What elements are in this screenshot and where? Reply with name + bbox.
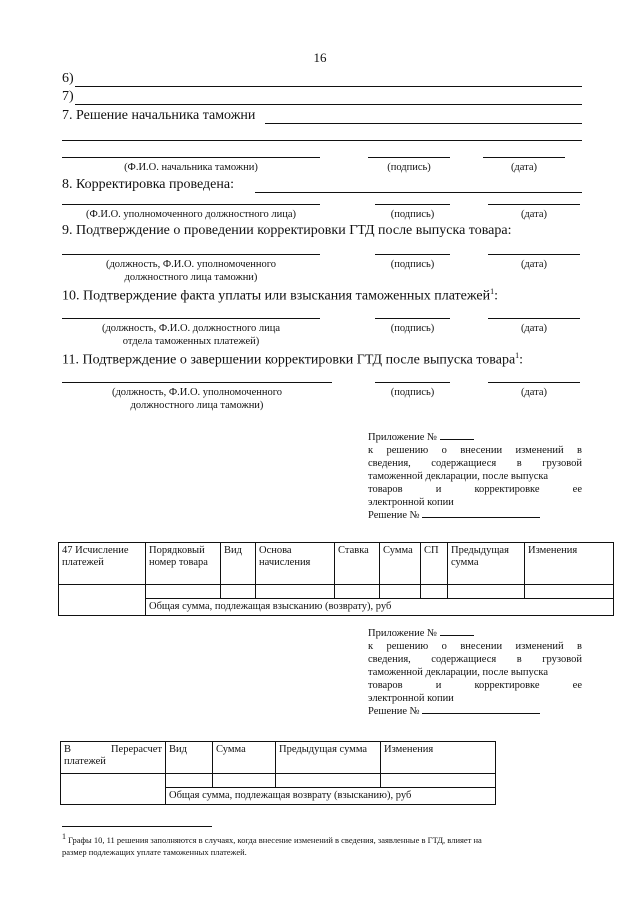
t2-header-1: Вид — [166, 742, 213, 774]
section-8-name-line — [62, 204, 320, 205]
section-11-date-caption: (дата) — [520, 387, 548, 398]
section-11-name-caption-1: (должность, Ф.И.О. уполномоченного — [111, 387, 283, 398]
section-7-signature-caption: (подпись) — [387, 162, 431, 173]
t1-header-4: Ставка — [335, 543, 380, 585]
section-11-text: 11. Подтверждение о завершении корректировки ГТД после выпуска товара — [62, 352, 516, 368]
attachment-1-line-5: электронной копии — [368, 497, 454, 508]
attachment-block-2 — [368, 627, 582, 718]
t1-header-6: СП — [421, 543, 448, 585]
attachment-2-line-2: сведения, содержащиеся в грузовой — [368, 654, 582, 665]
section-9-name-caption-2: должностного лица таможни) — [124, 272, 258, 283]
section-8-title: 8. Корректировка проведена: — [62, 177, 234, 192]
footnote-separator — [62, 826, 212, 827]
footnote-line-2: размер подлежащих уплате таможенных платежей. — [62, 846, 247, 857]
section-11-name-caption-2: должностного лица таможни) — [130, 400, 264, 411]
section-10-name-line — [62, 318, 320, 319]
item-7-line — [75, 104, 582, 105]
section-7-date-line — [483, 157, 565, 158]
payments-table-1 — [58, 542, 614, 616]
section-10-text: 10. Подтверждение факта уплаты или взыскания таможенных платежей — [62, 288, 491, 304]
section-7-line-2 — [62, 140, 582, 141]
section-9-name-caption-1: (должность, Ф.И.О. уполномоченного — [105, 259, 277, 270]
section-8-date-caption: (дата) — [520, 209, 548, 220]
section-9-date-line — [488, 254, 580, 255]
attachment-2-line-3: таможенной декларации, после выпуска — [368, 667, 549, 678]
section-10-title — [62, 287, 498, 305]
attachment-block-1 — [368, 431, 582, 522]
section-11-date-line — [488, 382, 580, 383]
footnote — [62, 831, 602, 858]
section-11-signature-caption: (подпись) — [390, 387, 435, 398]
t1-header-2: Вид — [221, 543, 256, 585]
section-8-signature-line — [375, 204, 450, 205]
attachment-1-line-1: к решению о внесении изменений в — [368, 445, 582, 456]
section-7-name-line — [62, 157, 320, 158]
section-8-signature-caption: (подпись) — [390, 209, 435, 220]
item-7-label: 7) — [62, 89, 74, 104]
t1-empty-cell — [59, 585, 146, 616]
t2-header-3: Предыдущая сумма — [276, 742, 381, 774]
attachment-1-line-3: таможенной декларации, после выпуска — [368, 471, 549, 482]
item-6-label: 6) — [62, 71, 74, 86]
attachment-2-line-1: к решению о внесении изменений в — [368, 641, 582, 652]
section-7-date-caption: (дата) — [510, 162, 538, 173]
item-6-line — [75, 86, 582, 87]
section-11-title — [62, 351, 523, 369]
section-10-signature-caption: (подпись) — [390, 323, 435, 334]
attachment-2-line-4: товаров и корректировке ее — [368, 680, 582, 691]
section-9-name-line — [62, 254, 320, 255]
t1-header-8: Изменения — [525, 543, 614, 585]
section-11-signature-line — [375, 382, 450, 383]
t2-header-0: В Перерасчет платежей — [61, 742, 166, 774]
t1-header-7: Предыдущая сумма — [448, 543, 525, 585]
t2-total: Общая сумма, подлежащая возврату (взысканию), руб — [166, 788, 496, 805]
section-7-title: 7. Решение начальника таможни — [62, 108, 256, 123]
page-number: 16 — [313, 50, 327, 65]
footnote-mark: 1 — [62, 832, 66, 841]
section-10-date-caption: (дата) — [520, 323, 548, 334]
attachment-2-title: Приложение № — [368, 628, 437, 639]
footnote-ref-11: 1 — [515, 351, 520, 360]
section-8-line — [255, 192, 582, 193]
attachment-1-title: Приложение № — [368, 432, 437, 443]
t1-header-1: Порядковый номер товара — [146, 543, 221, 585]
attachment-2-line-5: электронной копии — [368, 693, 454, 704]
t1-header-3: Основа начисления — [256, 543, 335, 585]
section-10-date-line — [488, 318, 580, 319]
t1-total: Общая сумма, подлежащая взысканию (возврату), руб — [146, 599, 614, 616]
section-7-name-caption: (Ф.И.О. начальника таможни) — [124, 162, 258, 173]
t2-header-4: Изменения — [381, 742, 496, 774]
attachment-1-decision: Решение № — [368, 510, 420, 521]
footnote-ref-10: 1 — [490, 287, 495, 296]
section-9-signature-line — [375, 254, 450, 255]
section-8-date-line — [488, 204, 580, 205]
attachment-1-line-4: товаров и корректировке ее — [368, 484, 582, 495]
section-11-colon: : — [519, 352, 524, 368]
section-9-title: 9. Подтверждение о проведении корректировки ГТД после выпуска товара: — [62, 223, 512, 238]
section-10-signature-line — [375, 318, 450, 319]
attachment-1-line-2: сведения, содержащиеся в грузовой — [368, 458, 582, 469]
attachment-2-decision: Решение № — [368, 706, 420, 717]
section-9-signature-caption: (подпись) — [390, 259, 435, 270]
t2-header-2: Сумма — [213, 742, 276, 774]
section-10-name-caption-2: отдела таможенных платежей) — [122, 336, 260, 347]
footnote-line-1: Графы 10, 11 решения заполняются в случаях, когда внесение изменений в сведения, заявленные в ГТД, влияет на — [68, 834, 482, 845]
section-7-line — [265, 123, 582, 124]
section-8-name-caption: (Ф.И.О. уполномоченного должностного лица) — [85, 209, 297, 220]
section-7-signature-line — [368, 157, 450, 158]
section-10-colon: : — [494, 288, 498, 304]
section-11-name-line — [62, 382, 332, 383]
section-10-name-caption-1: (должность, Ф.И.О. должностного лица — [101, 323, 281, 334]
section-9-date-caption: (дата) — [520, 259, 548, 270]
payments-table-2 — [60, 741, 496, 805]
t2-empty-cell — [61, 774, 166, 805]
t1-header-5: Сумма — [380, 543, 421, 585]
t1-header-0: 47 Исчисление платежей — [59, 543, 146, 585]
